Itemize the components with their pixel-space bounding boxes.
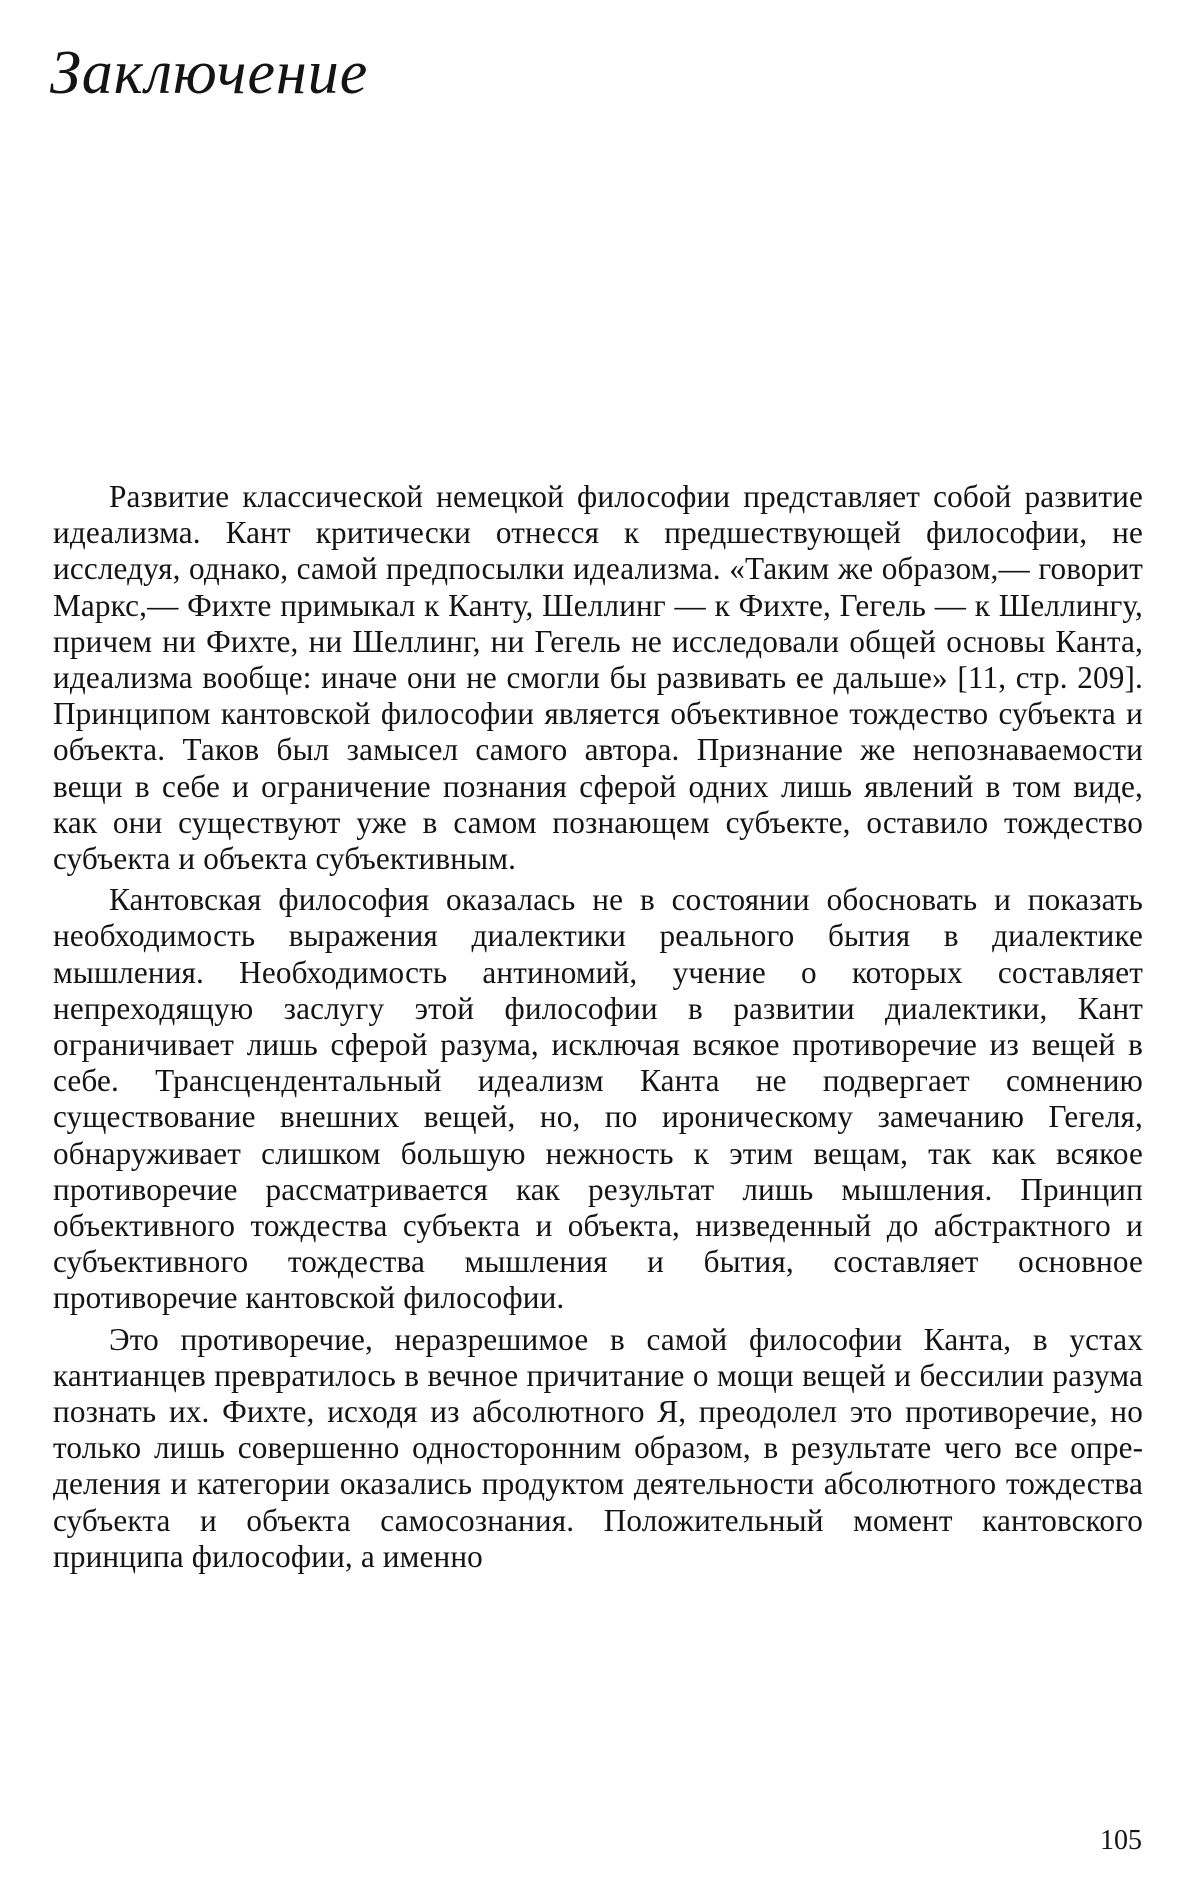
paragraph-2: Кантовская философия оказалась не в состоянии обосновать и показать необходимость выражения диалектики реального бытия в диалектике мышления. Необходимость антиномий, учение о которых составляет непреходящую заслугу этой философии в развитии диалектики, Кант ограничивает лишь сферой разума, исключая всякое противоречие из вещей в себе. Трансцендентальный идеализм Канта не подвергает сомнению существование внешних вещей, но, по ироническому замечанию Гегеля, обнаруживает слишком большую нежность к этим вещам, так как всякое противоречие рассматривается как результат лишь мышления. Принцип объективного тождества субъекта и объекта, низведенный до абстрактного и субъективного тождества мышления и бытия, составляет основное противоречие кантовской философии. bbox=[53, 882, 1143, 1316]
paragraph-1: Развитие классической немецкой философии представляет собой развитие идеализма. Кант критически отнесся к предшествующей философии, не исследуя, однако, самой предпосылки идеализма. «Таким же образом,— говорит Маркс,— Фихте примыкал к Канту, Шеллинг — к Фихте, Гегель — к Шеллингу, причем ни Фихте, ни Шеллинг, ни Гегель не исследовали общей основы Канта, идеализма вообще: иначе они не смогли бы развивать ее дальше» [11, стр. 209]. Принципом кантовской философии является объективное тождество субъекта и объекта. Таков был замысел самого автора. Признание же непознаваемости вещи в себе и ограничение познания сферой одних лишь явлений в том виде, как они существуют уже в самом познающем субъекте, оставило тождество субъекта и объекта субъективным. bbox=[53, 479, 1143, 877]
paragraph-3: Это противоречие, неразрешимое в самой философии Канта, в устах кантианцев превратилось в вечное причитание о мощи вещей и бессилии разума познать их. Фихте, исходя из абсолютного Я, преодолел это противоречие, но только лишь совершенно односторонним образом, в результате чего все определения и категории оказались продуктом деятельности абсолютного тождества субъекта и объекта самосознания. Положительный момент кантовского принципа философии, а именно bbox=[53, 1321, 1143, 1574]
chapter-title: Заключение bbox=[50, 39, 369, 107]
body-text bbox=[53, 479, 1143, 1575]
page-number: 105 bbox=[1100, 1825, 1142, 1856]
